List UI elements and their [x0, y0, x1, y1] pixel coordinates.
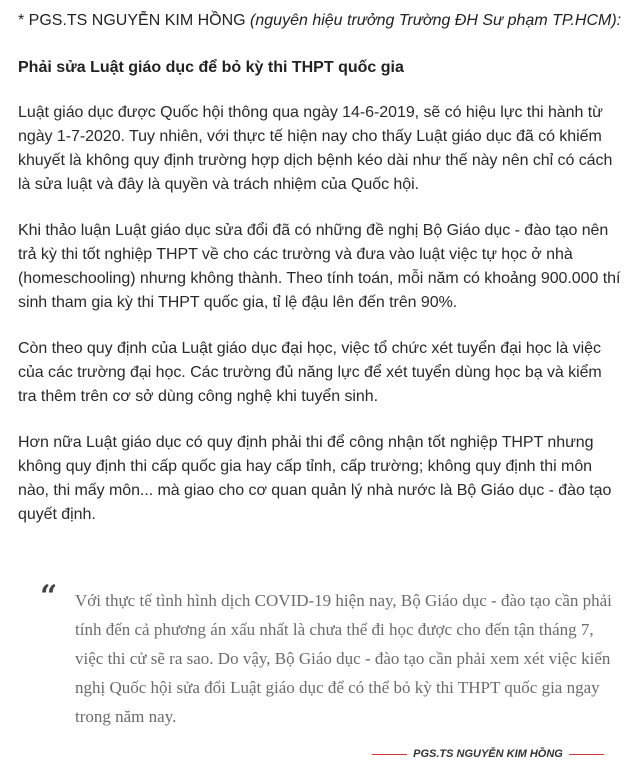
quote-mark-icon: “ [40, 579, 58, 614]
quote-text: Với thực tế tình hình dịch COVID-19 hiện nay, Bộ Giáo dục - đào tạo cần phải tính đến cả phương án xấu nhất là chưa thể đi học được cho đến tận tháng 7, việc thi cử sẽ ra sao. Do vậy, Bộ Giáo dục - đào tạo cần phải xem xét việc kiến nghị Quốc hội sửa đổi Luật giáo dục để có thể bỏ kỳ thi THPT quốc gia ngay trong năm nay. [75, 591, 612, 726]
paragraph: Khi thảo luận Luật giáo dục sửa đổi đã có những đề nghị Bộ Giáo dục - đào tạo nên trả kỳ thi tốt nghiệp THPT về cho các trường và đưa vào luật việc tự học ở nhà (homeschooling) nhưng không thành. Theo tính toán, mỗi năm có khoảng 900.000 thí sinh tham gia kỳ thi THPT quốc gia, tỉ lệ đậu lên đến trên 90%. [18, 222, 621, 311]
byline-role: (nguyên hiệu trưởng Trường ĐH Sư phạm TP.HCM): [250, 12, 622, 29]
paragraph: Luật giáo dục được Quốc hội thông qua ngày 14-6-2019, sẽ có hiệu lực thi hành từ ngày 1-7-2020. Tuy nhiên, với thực tế hiện nay cho thấy Luật giáo dục đã có khiếm khuyết là không quy định trường hợp dịch bệnh kéo dài như thế này nên chỉ có cách là sửa luật và đây là quyền và trách nhiệm của Quốc hội. [18, 104, 613, 193]
section-subheading: Phải sửa Luật giáo dục để bỏ kỳ thi THPT quốc gia [18, 59, 404, 76]
article-body [18, 10, 622, 527]
byline-name: * PGS.TS NGUYỄN KIM HỒNG [18, 12, 246, 29]
divider-line [372, 754, 407, 755]
divider-line [569, 754, 604, 755]
paragraph: Còn theo quy định của Luật giáo dục đại học, việc tổ chức xét tuyển đại học là việc của các trường đại học. Các trường đủ năng lực để xét tuyển dùng học bạ và kiểm tra thêm trên cơ sở dùng công nghệ khi tuyển sinh. [18, 340, 602, 405]
quote-attribution [372, 744, 604, 764]
paragraph: Hơn nữa Luật giáo dục có quy định phải thi để công nhận tốt nghiệp THPT nhưng không quy định thi cấp quốc gia hay cấp tỉnh, cấp trường; không quy định thi môn nào, thi mấy môn... mà giao cho cơ quan quản lý nhà nước là Bộ Giáo dục - đào tạo quyết định. [18, 434, 612, 523]
attribution-name: PGS.TS NGUYỄN KIM HỒNG [413, 748, 563, 760]
byline [18, 10, 622, 32]
